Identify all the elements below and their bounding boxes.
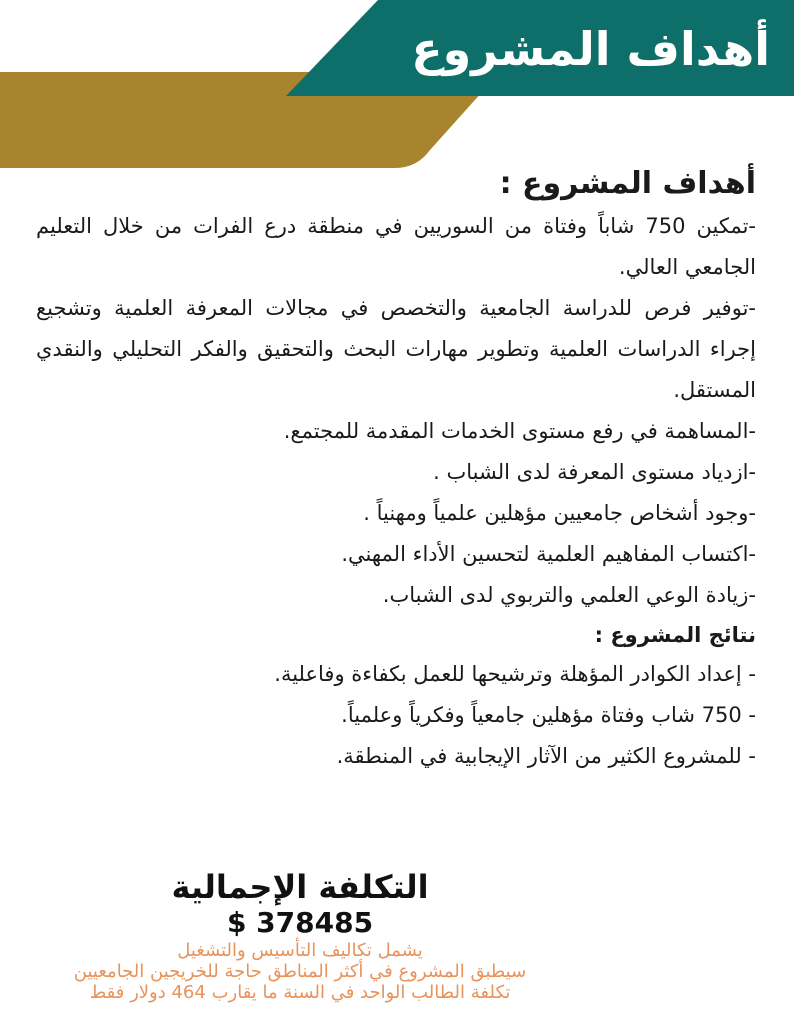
objective-item: -توفير فرص للدراسة الجامعية والتخصص في مجالات المعرفة العلمية وتشجيع إجراء الدراسات العلمية وتطوير مهارات البحث والتحقيق والفكر التحليلي والنقدي المستقل. <box>36 296 756 402</box>
objective-item: -ازدياد مستوى المعرفة لدى الشباب . <box>433 460 756 484</box>
result-item: - إعداد الكوادر المؤهلة وترشيحها للعمل بكفاءة وفاعلية. <box>274 662 756 686</box>
cost-note: سيطبق المشروع في أكثر المناطق حاجة للخريجين الجامعيين <box>73 961 527 982</box>
total-cost-title: التكلفة الإجمالية <box>171 868 429 906</box>
cost-note: يشمل تكاليف التأسيس والتشغيل <box>177 940 423 961</box>
objective-item: -تمكين 750 شاباً وفتاة من السوريين في منطقة درع الفرات من خلال التعليم الجامعي العالي. <box>36 214 756 279</box>
objective-item: -زيادة الوعي العلمي والتربوي لدى الشباب. <box>382 583 756 607</box>
result-item: - للمشروع الكثير من الآثار الإيجابية في المنطقة. <box>336 744 756 768</box>
cost-block <box>40 868 560 1003</box>
main-content <box>36 162 756 777</box>
result-item: - 750 شاب وفتاة مؤهلين جامعياً وفكرياً وعلمياً. <box>341 703 756 727</box>
results-heading: نتائج المشروع : <box>594 623 756 647</box>
objectives-heading: أهداف المشروع : <box>499 166 756 201</box>
objective-item: -اكتساب المفاهيم العلمية لتحسين الأداء المهني. <box>341 542 756 566</box>
banner-title: أهداف المشروع <box>411 22 770 76</box>
cost-note: تكلفة الطالب الواحد في السنة ما يقارب 464 دولار فقط <box>89 982 511 1003</box>
objective-item: -وجود أشخاص جامعيين مؤهلين علمياً ومهنياً . <box>363 501 756 525</box>
total-cost-amount: $ 378485 <box>226 906 374 939</box>
objective-item: -المساهمة في رفع مستوى الخدمات المقدمة للمجتمع. <box>283 419 756 443</box>
